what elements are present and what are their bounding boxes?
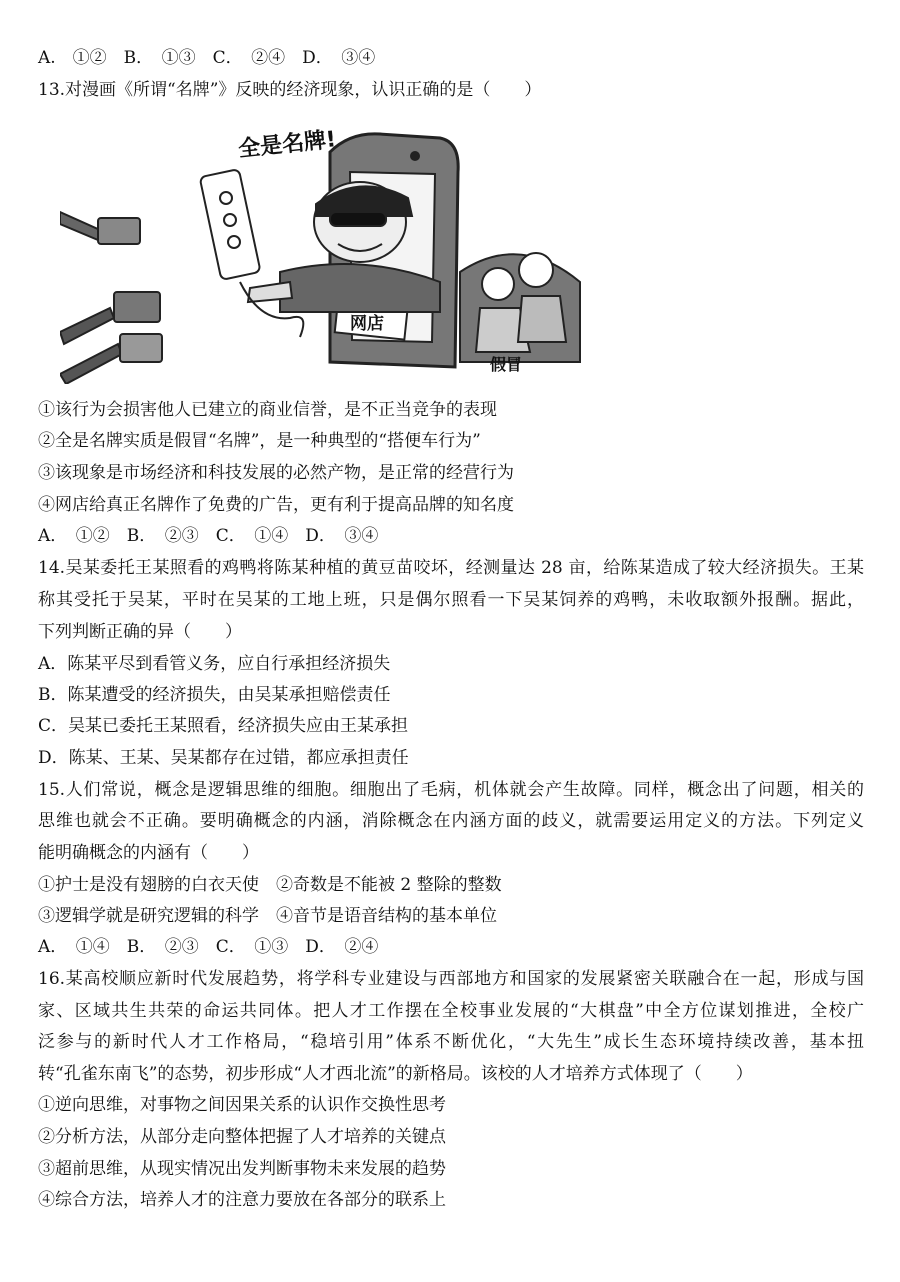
q16-item-3: ③超前思维，从现实情况出发判断事物未来发展的趋势 — [38, 1159, 446, 1179]
q15-stem-line-3: 能明确概念的内涵有（ ） — [38, 843, 259, 863]
q14-option-b: B．陈某遭受的经济损失，由吴某承担赔偿责任 — [38, 685, 391, 705]
q15-stem-line-1: 15.人们常说，概念是逻辑思维的细胞。细胞出了毛病，机体就会产生故障。同样，概念出了问题，相关的 — [38, 780, 864, 800]
q16-stem-line-1: 16.某高校顺应新时代发展趋势，将学科专业建设与西部地方和国家的发展紧密关联融合在一起，形成与国 — [38, 969, 864, 989]
fake-label — [490, 355, 522, 374]
q13-cartoon — [60, 112, 590, 384]
q14-stem-line-1: 14.吴某委托王某照看的鸡鸭将陈某种植的黄豆苗咬坏，经测量达 28 亩，给陈某造成了较大经济损失。王某 — [38, 558, 864, 578]
q16-item-4: ④综合方法，培养人才的注意力要放在各部分的联系上 — [38, 1190, 446, 1210]
q14-option-d: D．陈某、王某、吴某都存在过错，都应承担责任 — [38, 748, 409, 768]
speech-text: 全是名牌! — [237, 127, 338, 163]
q14-option-c: C．吴某已委托王某照看，经济损失应由王某承担 — [38, 716, 409, 736]
q13-item-4: ④网店给真正名牌作了免费的广告，更有利于提高品牌的知名度 — [38, 495, 514, 515]
fake-label-text: 假冒 — [490, 355, 523, 374]
q12-options: A. ①② B． ①③ C． ②④ D． ③④ — [38, 48, 376, 68]
shop-sign-label: 网店 — [350, 314, 384, 334]
q13-item-1: ①该行为会损害他人已建立的商业信誉，是不正当竞争的表现 — [38, 400, 497, 420]
left-hands-illustration — [60, 212, 162, 384]
q16-stem-line-3: 泛参与的新时代人才工作格局，“稳培引用”体系不断优化，“大先生”成长生态环境持续改善，基本扭 — [38, 1032, 864, 1052]
q14-stem-line-2: 称其受托于吴某，平时在吴某的工地上班，只是偶尔照看一下吴某饲养的鸡鸭，未收取额外报酬。据此， — [38, 590, 864, 610]
q16-item-2: ②分析方法，从部分走向整体把握了人才培养的关键点 — [38, 1127, 446, 1147]
q13-item-2: ②全是名牌实质是假冒“名牌”，是一种典型的“搭便车行为” — [38, 431, 481, 451]
q16-stem-line-4: 转“孔雀东南飞”的态势，初步形成“人才西北流”的新格局。该校的人才培养方式体现了（ ） — [38, 1064, 753, 1084]
q15-item-1: ①护士是没有翅膀的白衣天使 ②奇数是不能被 2 整除的整数 — [38, 875, 502, 895]
q15-stem-line-2: 思维也就会不正确。要明确概念的内涵，消除概念在内涵方面的歧义，就需要运用定义的方法。下列定义 — [38, 811, 864, 831]
q15-options: A． ①④ B． ②③ C． ①③ D． ②④ — [38, 937, 379, 957]
q13-stem: 13.对漫画《所谓“名牌”》反映的经济现象，认识正确的是（ ） — [38, 80, 542, 100]
q16-item-1: ①逆向思维，对事物之间因果关系的认识作交换性思考 — [38, 1095, 446, 1115]
children-illustration — [460, 253, 580, 362]
q14-option-a: A．陈某平尽到看管义务，应自行承担经济损失 — [38, 654, 391, 674]
q13-options: A． ①② B． ②③ C． ①④ D． ③④ — [38, 526, 379, 546]
q14-stem-line-3: 下列判断正确的异（ ） — [38, 622, 242, 642]
q15-item-2: ③逻辑学就是研究逻辑的科学 ④音节是语音结构的基本单位 — [38, 906, 497, 926]
q16-stem-line-2: 家、区域共生共荣的命运共同体。把人才工作摆在全校事业发展的“大棋盘”中全方位谋划推进，全校广 — [38, 1001, 864, 1021]
q13-item-3: ③该现象是市场经济和科技发展的必然产物，是正常的经营行为 — [38, 463, 514, 483]
